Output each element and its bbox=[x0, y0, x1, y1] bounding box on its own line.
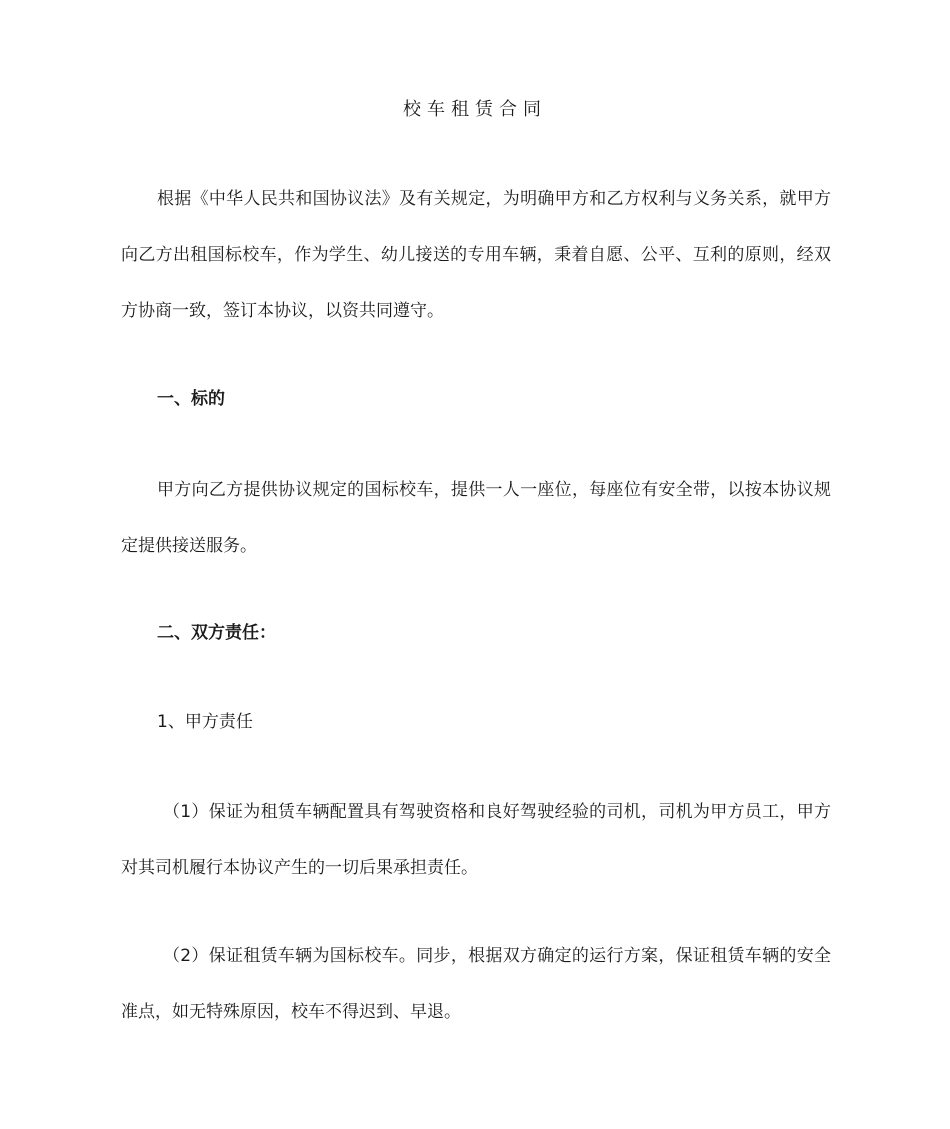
section-2-heading: 二、双方责任： bbox=[157, 623, 276, 643]
item-1-paragraph: （1）保证为租赁车辆配置具有驾驶资格和良好驾驶经验的司机，司机为甲方员工，甲方对其司机履行本协议产生的一切后果承担责任。 bbox=[121, 802, 831, 878]
section-1-paragraph: 甲方向乙方提供协议规定的国标校车，提供一人一座位，每座位有安全带，以按本协议规定提供接送服务。 bbox=[121, 480, 831, 556]
document-title: 校车租赁合同 bbox=[403, 99, 547, 120]
intro-paragraph: 根据《中华人民共和国协议法》及有关规定，为明确甲方和乙方权利与义务关系，就甲方向乙方出租国标校车，作为学生、幼儿接送的专用车辆，秉着自愿、公平、互利的原则，经双方协商一致，签订本协议，以资共同遵守。 bbox=[121, 189, 831, 321]
section-1-heading: 一、标的 bbox=[157, 389, 225, 409]
subsection-1-heading: 1、甲方责任 bbox=[157, 712, 253, 732]
item-2-paragraph: （2）保证租赁车辆为国标校车。同步，根据双方确定的运行方案，保证租赁车辆的安全准点，如无特殊原因，校车不得迟到、早退。 bbox=[121, 946, 831, 1022]
